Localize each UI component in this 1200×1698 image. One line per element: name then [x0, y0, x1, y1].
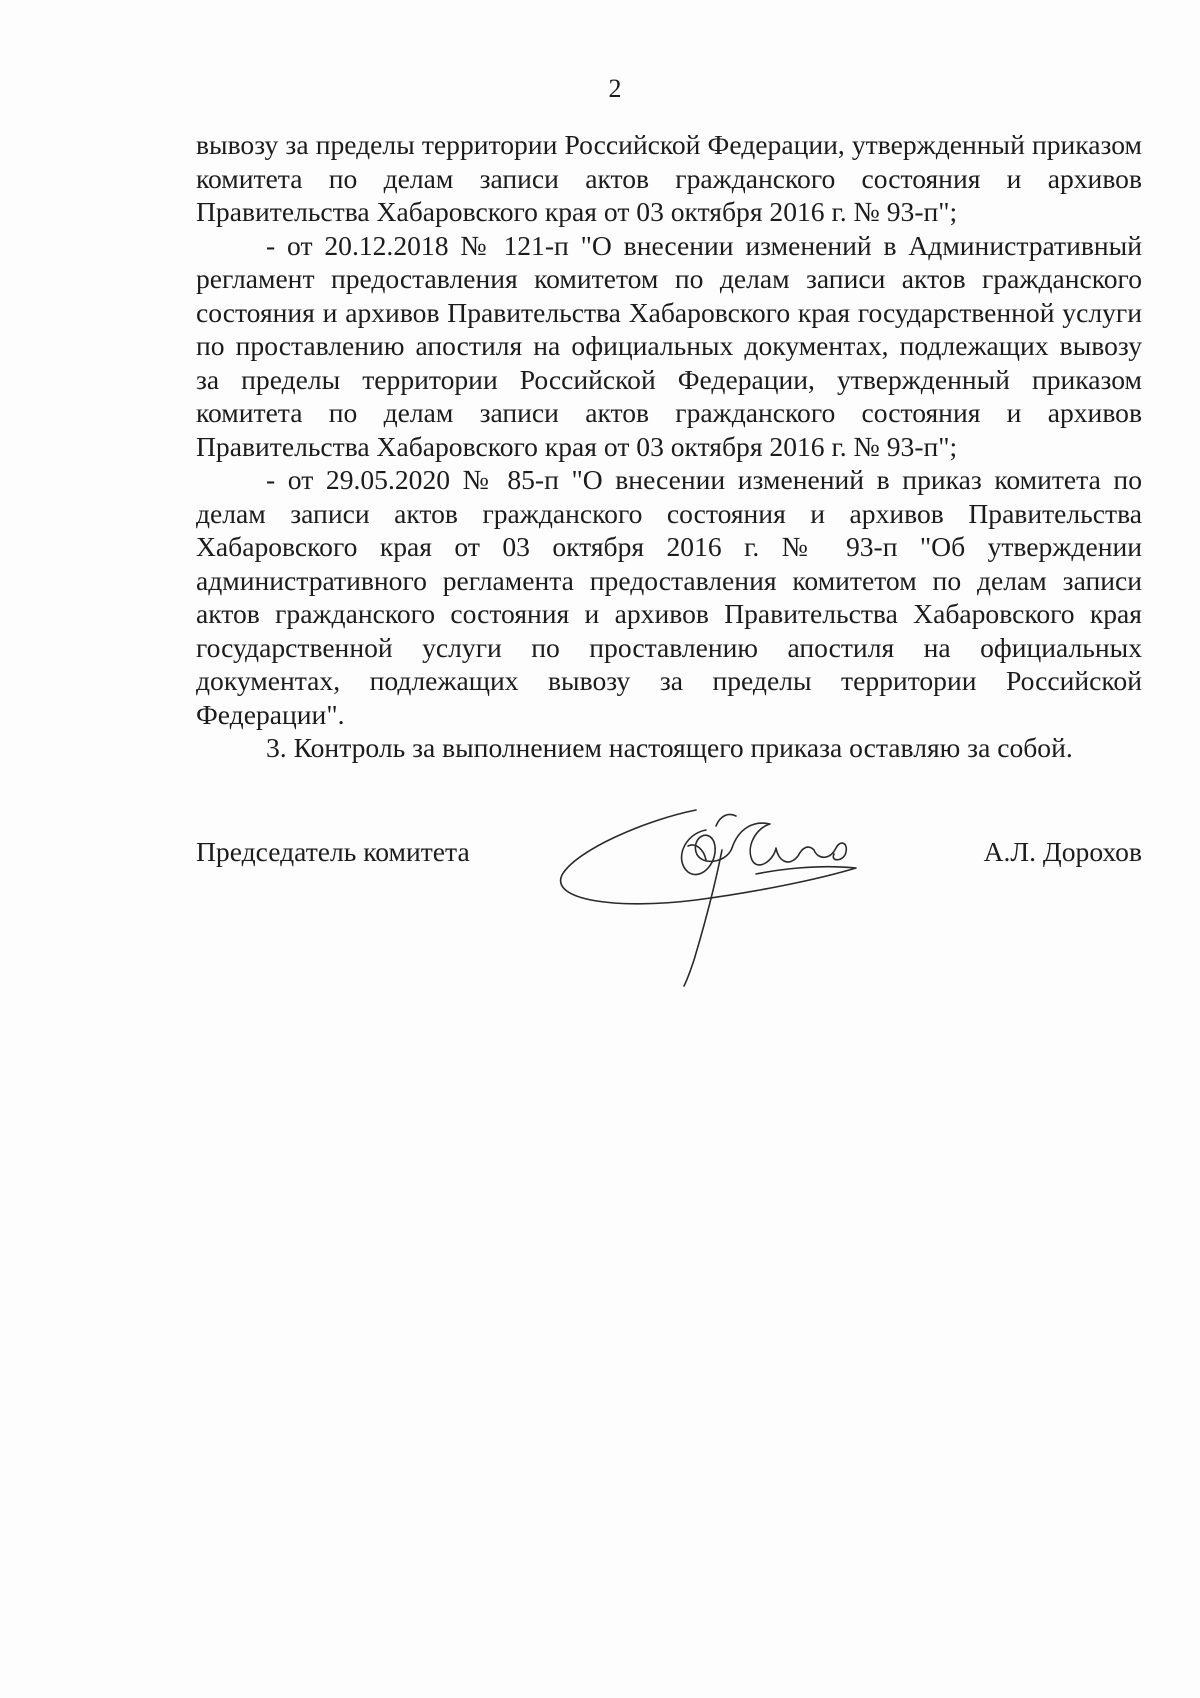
paragraph-continuation: вывозу за пределы территории Российской Федерации, утвержденный приказом комитета по делам записи актов гражданского состояния и архивов Правительства Хабаровского края от 03 октября 2016 г. № 93-п"; [196, 129, 1142, 227]
paragraph-control-clause: 3. Контроль за выполнением настоящего приказа оставляю за собой. [266, 732, 1073, 763]
position-title: Председатель комитета [196, 836, 470, 867]
page-number: 2 [608, 74, 622, 103]
signer-name: А.Л. Дорохов [983, 836, 1142, 867]
document-body [196, 128, 1142, 765]
paragraph-item-2020: - от 29.05.2020 № 85-п "О внесении изменений в приказ комитета по делам записи актов гражданского состояния и архивов Правительства Хабаровского края от 03 октября 2016 г. № 93-п "Об утверждении административного регламента предоставления комитетом по делам записи актов гражданского состояния и архивов Правительства Хабаровского края государственной услуги по проставлению апостиля на официальных документах, подлежащих вывозу за пределы территории Российской Федерации". [196, 464, 1142, 730]
paragraph-item-2018: - от 20.12.2018 № 121-п "О внесении изменений в Административный регламент предоставления комитетом по делам записи актов гражданского состояния и архивов Правительства Хабаровского края государственной услуги по проставлению апостиля на официальных документах, подлежащих вывозу за пределы территории Российской Федерации, утвержденный приказом комитета по делам записи актов гражданского состояния и архивов Правительства Хабаровского края от 03 октября 2016 г. № 93-п"; [196, 229, 1142, 462]
handwritten-signature [556, 790, 896, 990]
